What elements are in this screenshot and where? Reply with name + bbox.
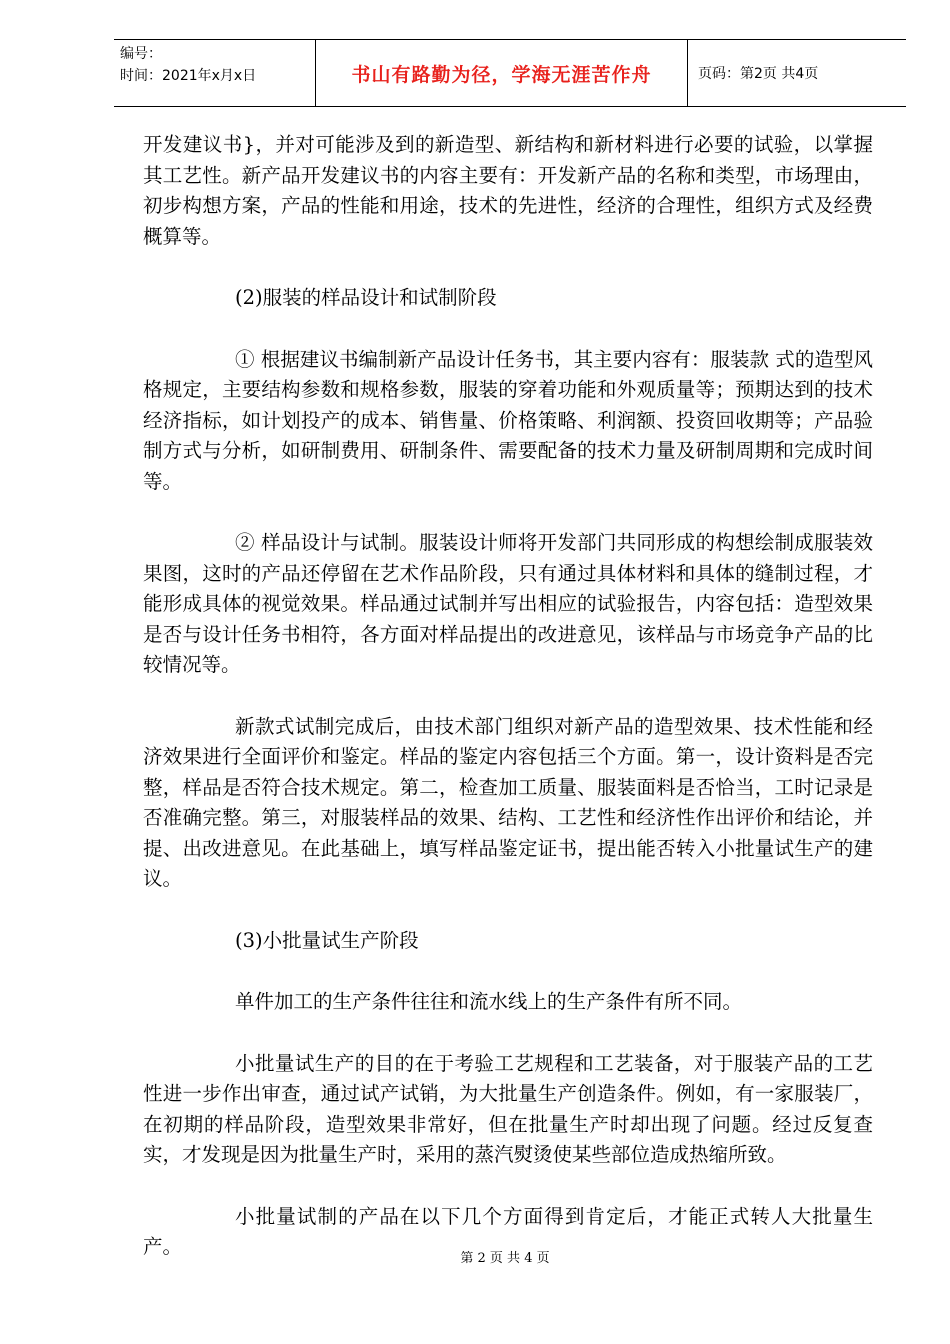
paragraph: 小批量试制的产品在以下几个方面得到肯定后，才能正式转人大批量生产。 — [143, 1204, 873, 1258]
section-heading: (2)服装的样品设计和试制阶段 — [235, 286, 497, 309]
paragraph: 新款式试制完成后，由技术部门组织对新产品的造型效果、技术性能和经济效果进行全面评价和鉴定。样品的鉴定内容包括三个方面。第一，设计资料是否完整，样品是否符合技术规定。第二，检查加工质量、服装面料是否恰当，工时记录是否准确完整。第三，对服装样品的效果、结构、工艺性和经济性作出评价和结论，并提、出改进意见。在此基础上，填写样品鉴定证书，提出能否转入小批量试生产的建议。 — [143, 714, 873, 890]
code-label: 编号： — [120, 46, 162, 62]
section-heading: (3)小批量试生产阶段 — [235, 928, 419, 952]
footer-page-number: 第 2 页 共 4 页 — [460, 1251, 550, 1266]
page-header — [114, 39, 906, 107]
header-page-info-cell — [688, 40, 906, 106]
header-motto: 书山有路勤为径，学海无涯苦作舟 — [351, 63, 652, 86]
paragraph: ② 样品设计与试制。服装设计师将开发部门共同形成的构想绘制成服装效果图，这时的产品还停留在艺术作品阶段，只有通过具体材料和具体的缝制过程，才能形成具体的视觉效果。样品通过试制并写出相应的试验报告，内容包括：造型效果是否与设计任务书相符，各方面对样品提出的改进意见，该样品与市场竞争产品的比较情况等。 — [143, 531, 873, 676]
header-meta — [114, 40, 316, 106]
paragraph: 单件加工的生产条件往往和流水线上的生产条件有所不同。 — [235, 990, 743, 1013]
date-label: 时间：2021年x月x日 — [120, 68, 257, 84]
paragraph: 开发建议书}，并对可能涉及到的新造型、新结构和新材料进行必要的试验，以掌握其工艺性。新产品开发建议书的内容主要有：开发新产品的名称和类型，市场理由，初步构想方案，产品的性能和用途，技术的先进性，经济的合理性，组织方式及经费概算等。 — [143, 133, 873, 248]
paragraph: ① 根据建议书编制新产品设计任务书，其主要内容有：服装款 式的造型风格规定，主要结构参数和规格参数，服装的穿着功能和外观质量等；预期达到的技术经济指标，如计划投产的成本、销售量、价格策略、利润额、投资回收期等；产品验制方式与分析，如研制费用、研制条件、需要配备的技术力量及研制周期和完成时间等。 — [143, 347, 873, 493]
header-page-info: 页码：第2页 共4页 — [698, 66, 819, 82]
document-body — [143, 130, 873, 1294]
header-motto-cell — [316, 40, 688, 106]
page-footer — [0, 1247, 950, 1266]
paragraph: 小批量试生产的目的在于考验工艺规程和工艺装备，对于服装产品的工艺性进一步作出审查，通过试产试销，为大批量生产创造条件。例如，有一家服装厂，在初期的样品阶段，造型效果非常好，但在批量生产时却出现了问题。经过反复查实，才发现是因为批量生产时，采用的蒸汽熨烫使某些部位造成热缩所致。 — [143, 1051, 873, 1166]
